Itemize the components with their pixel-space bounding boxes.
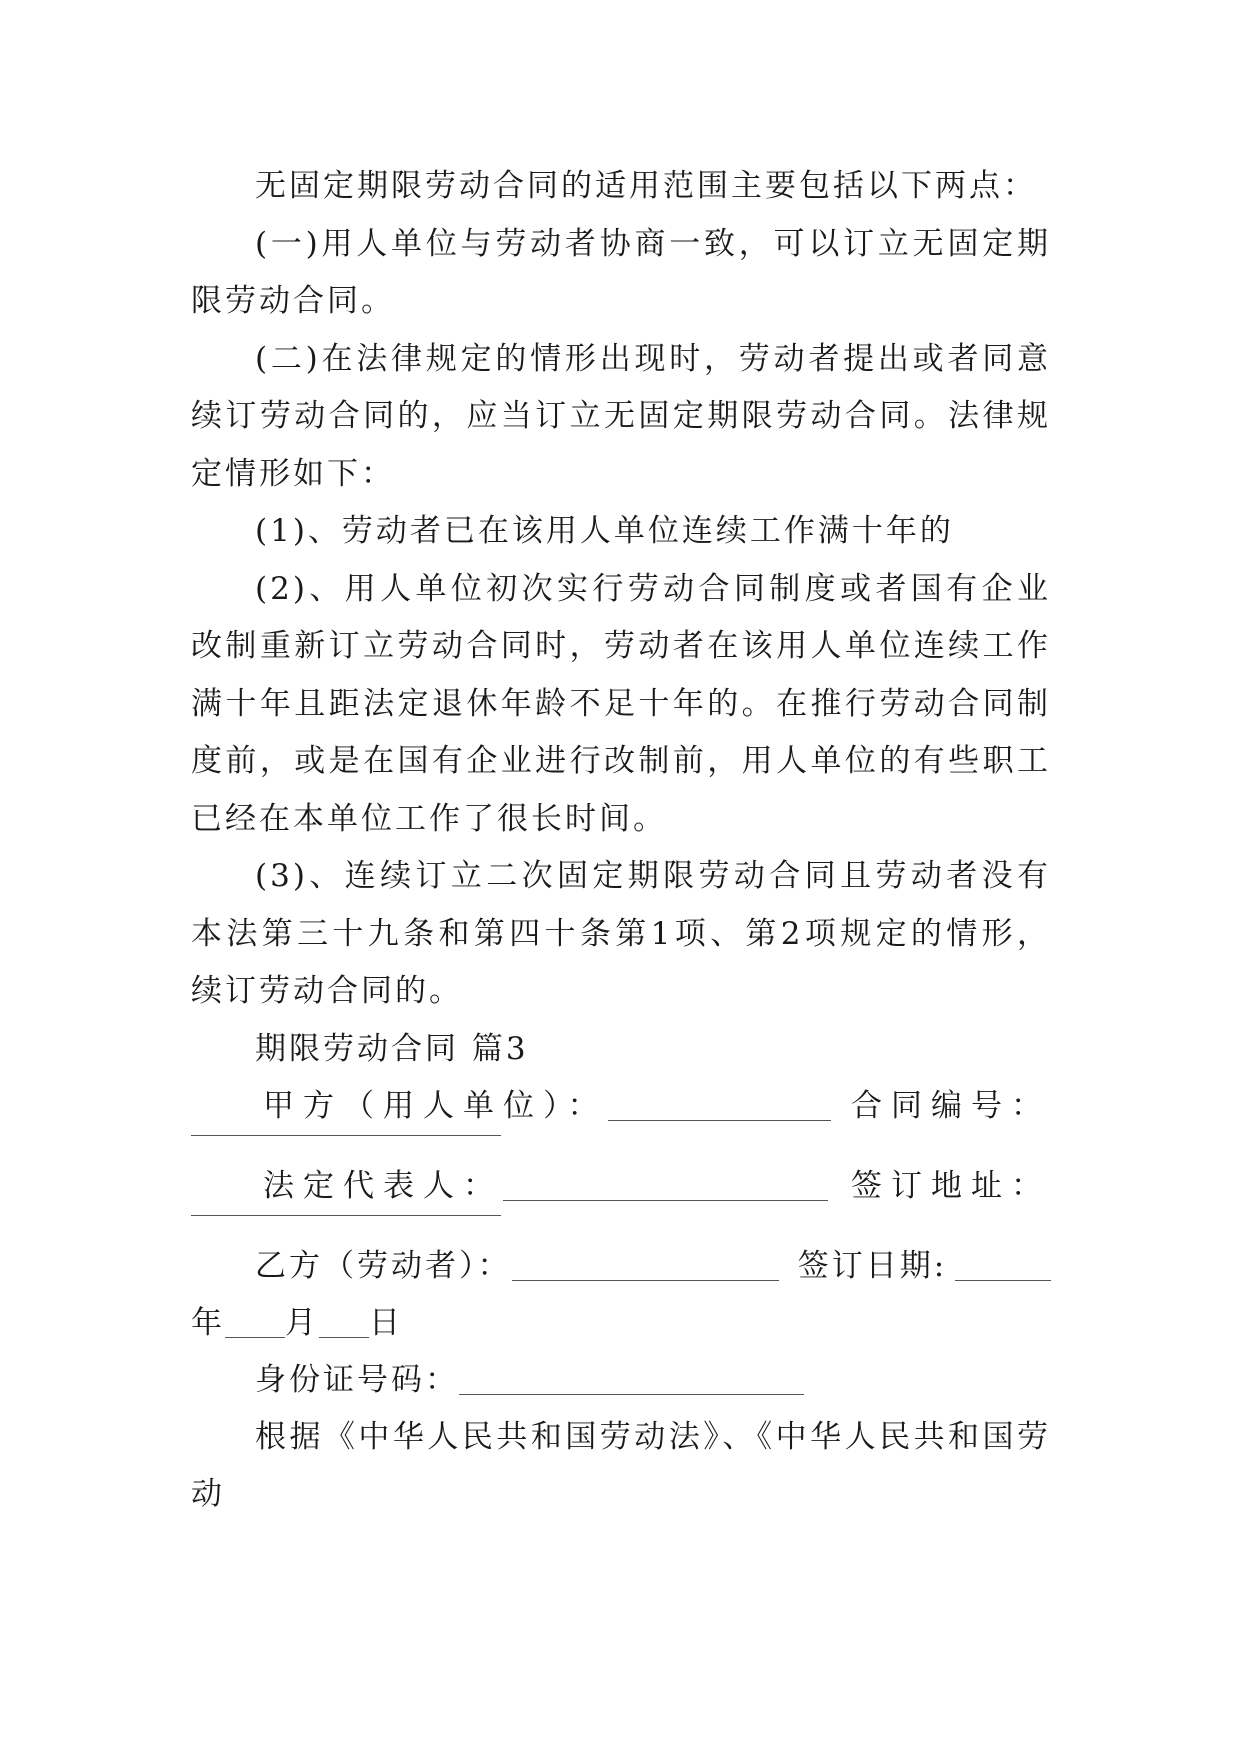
party-a-row <box>191 1078 1051 1135</box>
contract-no-field[interactable] <box>191 1135 501 1136</box>
paragraph-item-one: (一)用人单位与劳动者协商一致，可以订立无固定期限劳动合同。 <box>191 225 1051 319</box>
section-heading: 期限劳动合同 篇3 <box>255 1030 529 1067</box>
sign-date-label: 签订日期: <box>797 1247 948 1284</box>
party-b-field[interactable] <box>512 1280 779 1281</box>
contract-no-label: 合同编号： <box>851 1087 1051 1124</box>
party-b-row <box>191 1238 1051 1295</box>
id-number-label: 身份证号码： <box>255 1361 459 1398</box>
paragraph-item-two: (二)在法律规定的情形出现时，劳动者提出或者同意续订劳动合同的，应当订立无固定期限劳动合同。法律规定情形如下： <box>191 340 1051 492</box>
contract-no-row <box>191 1135 1051 1150</box>
paragraph-case-1: (1)、劳动者已在该用人单位连续工作满十年的 <box>255 513 954 549</box>
party-a-field[interactable] <box>608 1120 831 1121</box>
sign-address-row <box>191 1215 1051 1230</box>
paragraph-closing: 根据《中华人民共和国劳动法》、《中华人民共和国劳动 <box>191 1418 1051 1512</box>
paragraph-case-3: (3)、连续订立二次固定期限劳动合同且劳动者没有本法第三十九条和第四十条第1项、第2项规定的情形，续订劳动合同的。 <box>191 858 1051 1009</box>
month-field[interactable] <box>225 1337 285 1338</box>
day-field[interactable] <box>319 1337 369 1338</box>
sign-address-label: 签订地址： <box>851 1167 1051 1204</box>
month-label: 月 <box>285 1304 319 1341</box>
sign-address-field[interactable] <box>191 1215 501 1216</box>
year-label: 年 <box>191 1304 225 1341</box>
sign-date-year-field[interactable] <box>955 1280 1051 1281</box>
legal-rep-row <box>191 1158 1051 1215</box>
day-label: 日 <box>369 1304 403 1341</box>
sign-date-row <box>191 1295 1051 1352</box>
id-number-field[interactable] <box>459 1394 804 1395</box>
legal-rep-label: 法定代表人： <box>263 1167 503 1204</box>
party-b-label: 乙方（劳动者）： <box>255 1247 512 1284</box>
id-number-row <box>191 1352 1051 1409</box>
paragraph-intro: 无固定期限劳动合同的适用范围主要包括以下两点： <box>255 168 1037 204</box>
document-page <box>191 158 1051 1524</box>
party-a-label: 甲方（用人单位）： <box>263 1087 608 1124</box>
paragraph-case-2: (2)、用人单位初次实行劳动合同制度或者国有企业改制重新订立劳动合同时，劳动者在该用人单位连续工作满十年且距法定退休年龄不足十年的。在推行劳动合同制度前，或是在国有企业进行改制前，用人单位的有些职工已经在本单位工作了很长时间。 <box>191 570 1051 837</box>
legal-rep-field[interactable] <box>503 1200 828 1201</box>
